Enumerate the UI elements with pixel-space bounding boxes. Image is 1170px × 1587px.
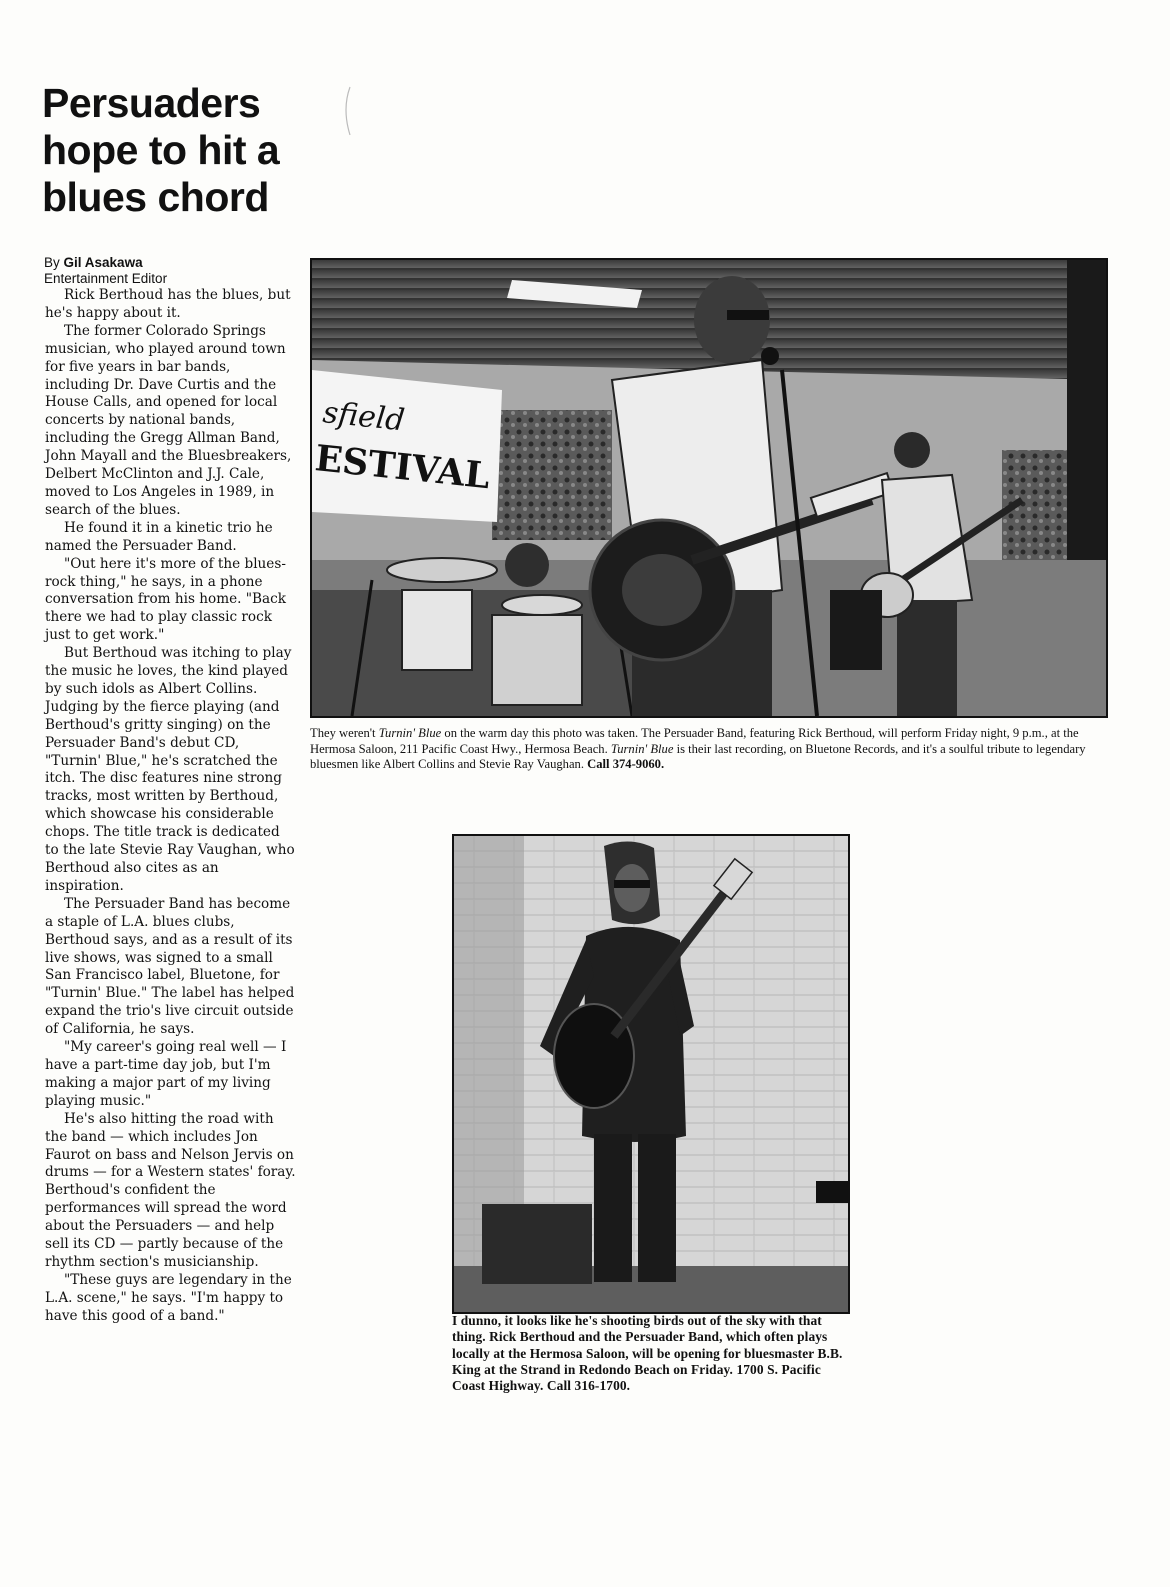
caption-1-start: They weren't — [310, 726, 379, 740]
article-paragraph: Rick Berthoud has the blues, but he's happy about it. — [45, 287, 291, 321]
photo-caption-1 — [310, 726, 1106, 773]
article-paragraph: He found it in a kinetic trio he named the Persuader Band. — [45, 519, 273, 554]
caption-1-middle: on the warm day this photo was taken. The Persuader Band, featuring Rick Berthoud, will perform Friday night, 9 p.m., at the Hermosa Saloon, 211 Pacific Coast Hwy., Hermosa Beach. — [310, 726, 1079, 756]
article-paragraph: He's also hitting the road with the band — which includes Jon Faurot on bass and Nelson Jervis on drums — for a Western states' foray. Berthoud's confident the performances will spread the word about the Persuaders — and help sell its CD — partly because of the rhythm section's musicianship. — [45, 1110, 296, 1270]
headline-line-2: hope to hit a — [42, 127, 280, 173]
banner-text-script: sfield — [321, 395, 407, 439]
stray-pen-mark — [340, 85, 354, 137]
caption-1-end: is their last recording, on Bluetone Records, and it's a soulful tribute to legendary bluesmen like Albert Collins and Stevie Ray Vaughan. — [310, 741, 1086, 771]
byline — [44, 255, 304, 287]
photo-caption-2: I dunno, it looks like he's shooting birds out of the sky with that thing. Rick Berthoud and the Persuader Band, which often plays locally at the Hermosa Saloon, will be opening for bluesmaster B.B. King at the Strand in Redondo Beach on Friday. 1700 S. Pacific Coast Highway. Call 316-1700. — [452, 1313, 843, 1394]
article-body — [45, 287, 297, 1326]
byline-role: Entertainment Editor — [44, 271, 168, 286]
caption-1-album-title: Turnin' Blue — [378, 726, 442, 740]
article-paragraph: "My career's going real well — I have a part-time day job, but I'm making a major part of my living playing music." — [45, 1039, 287, 1109]
article-paragraph: The former Colorado Springs musician, who played around town for five years in bar bands, including Dr. Dave Curtis and the House Calls, and opened for local concerts by national bands, including the Gregg Allman Band, John Mayall and the Bluesbreakers, Delbert McClinton and J.J. Cale, moved to Los Angeles in 1989, in search of the blues. — [45, 322, 292, 518]
article-paragraph: "These guys are legendary in the L.A. scene," he says. "I'm happy to have this good of a band." — [45, 1271, 292, 1324]
headline-line-3: blues chord — [42, 174, 269, 220]
article-paragraph: "Out here it's more of the blues-rock thing," he says, in a phone conversation from his home. "Back there we had to play classic rock just to get work." — [45, 555, 286, 644]
headline-line-1: Persuaders — [42, 80, 261, 126]
caption-1-phone: Call 374-9060. — [587, 757, 665, 771]
article-paragraph: But Berthoud was itching to play the music he loves, the kind played by such idols as Albert Collins. Judging by the fierce playing (and Berthoud's gritty singing) on the Persuader Band's debut CD, "Turnin' Blue," he's scratched the itch. The disc features nine strong tracks, most written by Berthoud, which showcase his considerable chops. The title track is dedicated to the late Stevie Ray Vaughan, who Berthoud also cites as an inspiration. — [45, 645, 295, 894]
banner-text-main: ESTIVAL — [313, 437, 492, 498]
caption-1-album-title-2: Turnin' Blue — [610, 741, 674, 756]
headline — [42, 80, 342, 221]
byline-prefix: By — [44, 255, 60, 270]
guitarist-illustration — [454, 836, 848, 1312]
article-paragraph: The Persuader Band has become a staple of L.A. blues clubs, Berthoud says, and as a result of its live shows, was signed to a small San Francisco label, Bluetone, for "Turnin' Blue." The label has helped expand the trio's live circuit outside of California, he says. — [45, 895, 295, 1038]
guitarist-portrait-photo — [452, 834, 850, 1314]
band-stage-illustration — [312, 260, 1106, 716]
byline-author: Gil Asakawa — [63, 255, 143, 270]
band-stage-photo — [310, 258, 1108, 718]
